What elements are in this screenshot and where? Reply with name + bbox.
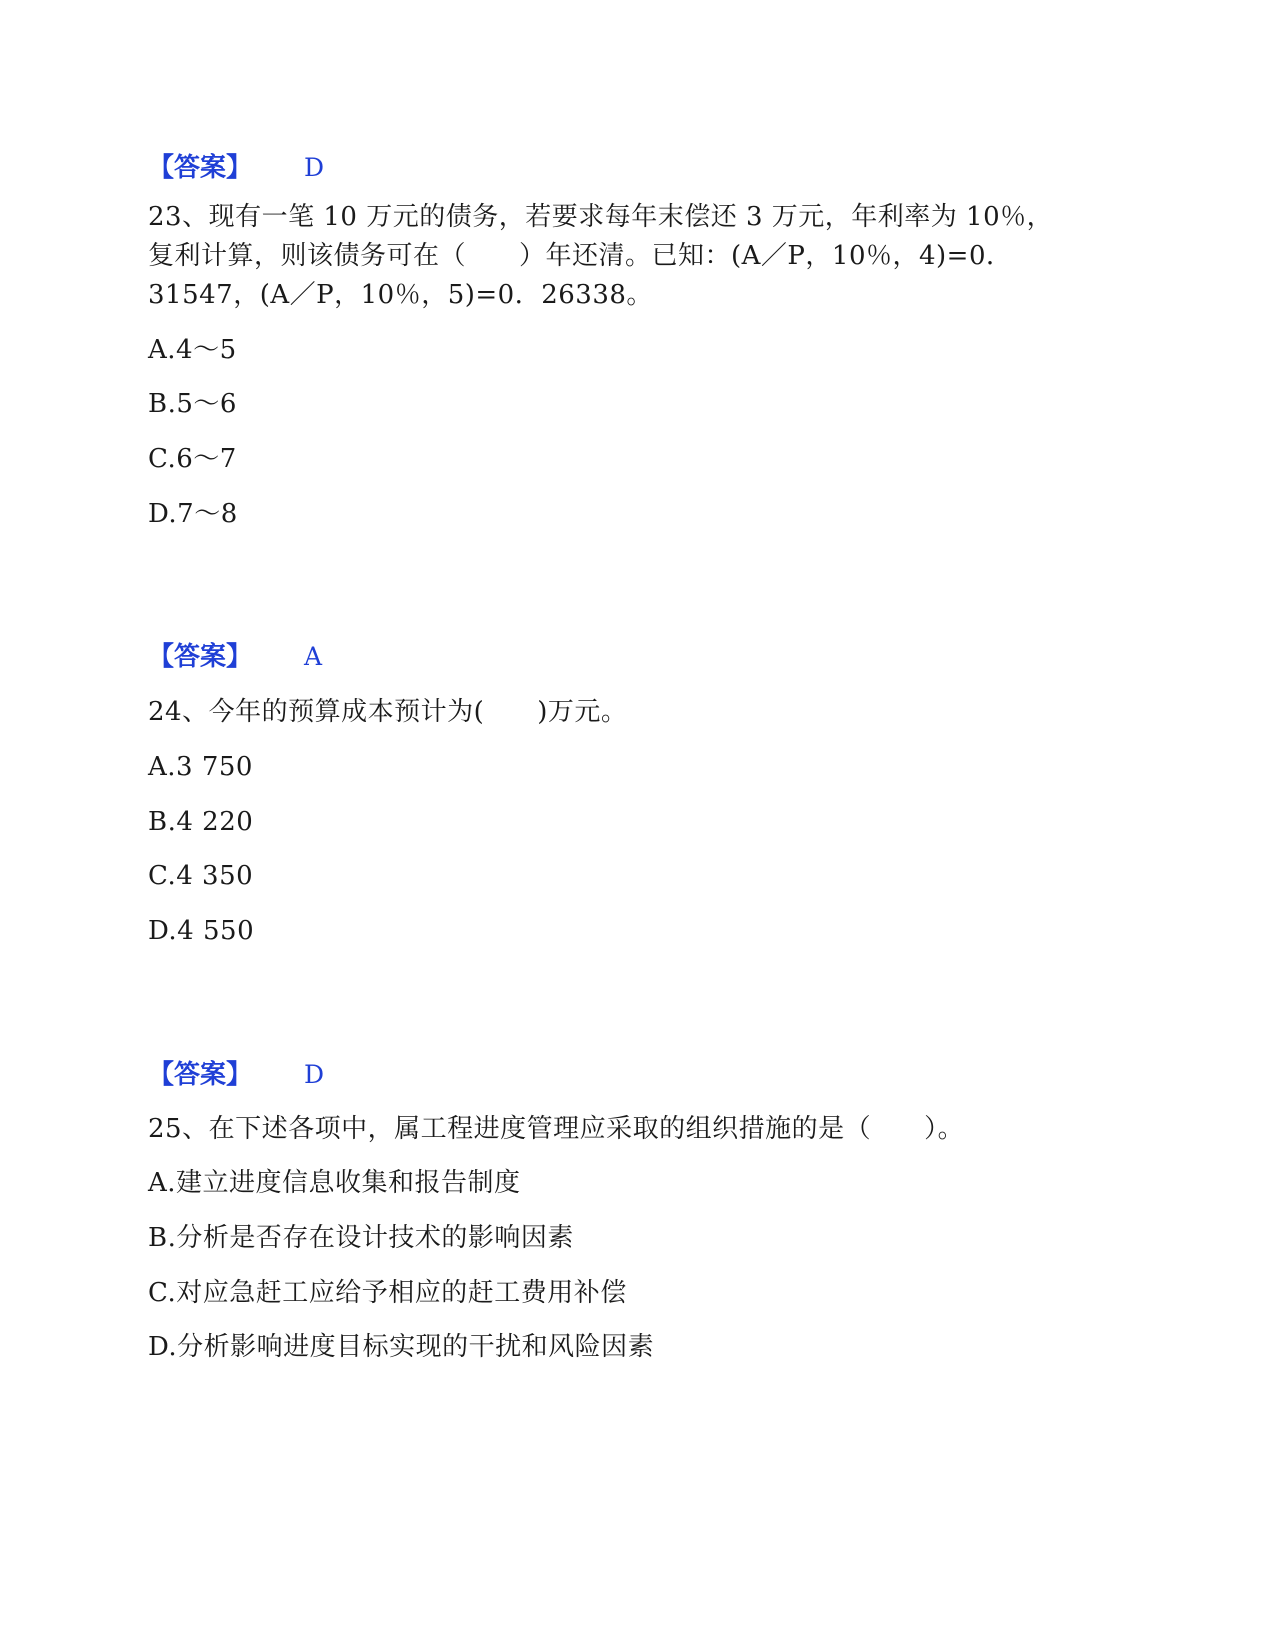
option-d: D.7～8: [148, 499, 238, 529]
option-b: B.5～6: [148, 389, 237, 419]
answer-label: 【答案】: [148, 153, 253, 183]
answer-line: [148, 637, 322, 677]
option-b: B.分析是否存在设计技术的影响因素: [148, 1223, 574, 1253]
option-a: A.3 750: [148, 752, 253, 782]
question-text-line: 24、今年的预算成本预计为( )万元。: [148, 697, 628, 727]
option-d: D.4 550: [148, 916, 255, 946]
answer-label: 【答案】: [148, 642, 253, 672]
option-c: C.6～7: [148, 444, 237, 474]
answer-value: A: [304, 642, 323, 671]
answer-line: [148, 1055, 324, 1095]
option-a: A.4～5: [148, 335, 237, 365]
option-a: A.建立进度信息收集和报告制度: [148, 1168, 521, 1198]
answer-label: 【答案】: [148, 1060, 253, 1090]
answer-value: D: [304, 1060, 325, 1089]
option-c: C.4 350: [148, 861, 254, 891]
question-text-line: 23、现有一笔 10 万元的债务，若要求每年末偿还 3 万元，年利率为 10％，: [148, 202, 1054, 232]
question-text-line: 复利计算，则该债务可在（ ）年还清。已知：(A／P，10％，4)=0．: [148, 241, 1013, 271]
option-b: B.4 220: [148, 807, 254, 837]
option-d: D.分析影响进度目标实现的干扰和风险因素: [148, 1332, 655, 1362]
option-c: C.对应急赶工应给予相应的赶工费用补偿: [148, 1278, 627, 1308]
question-text-line: 25、在下述各项中，属工程进度管理应采取的组织措施的是（ ）。: [148, 1114, 965, 1144]
answer-value: D: [304, 153, 325, 182]
answer-line: [148, 148, 324, 188]
question-text-line: 31547，(A／P，10％，5)=0．26338。: [148, 280, 653, 310]
